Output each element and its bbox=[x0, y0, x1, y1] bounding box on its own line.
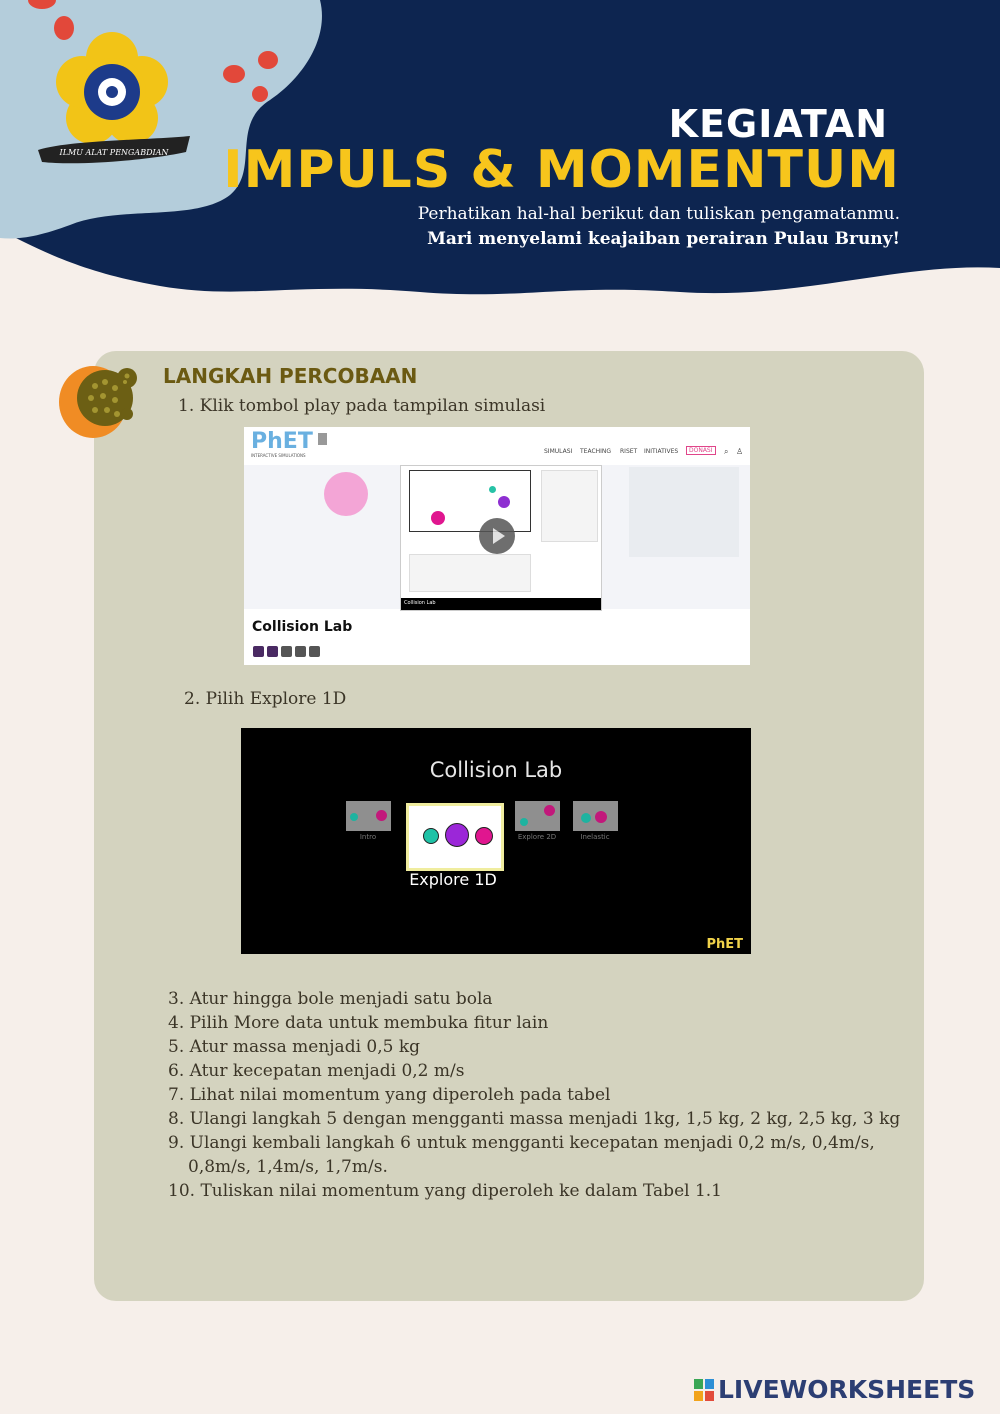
kicker-title: KEGIATAN bbox=[668, 102, 888, 146]
faded-ball bbox=[324, 472, 368, 516]
section-title: LANGKAH PERCOBAAN bbox=[163, 364, 418, 388]
embed-icon[interactable] bbox=[267, 646, 278, 657]
search-icon[interactable]: ⌕ bbox=[724, 447, 729, 456]
sim-area bbox=[409, 470, 531, 532]
ball-purple bbox=[498, 496, 510, 508]
play-button[interactable] bbox=[479, 518, 515, 554]
collision-lab-home-screenshot bbox=[241, 728, 751, 954]
data-table bbox=[409, 554, 531, 592]
university-logo bbox=[30, 30, 200, 170]
step-9: 9. Ulangi kembali langkah 6 untuk mengganti kecepatan menjadi 0,2 m/s, 0,4m/s, bbox=[168, 1133, 875, 1153]
step-6: 6. Atur kecepatan menjadi 0,2 m/s bbox=[168, 1061, 465, 1081]
step-1: 1. Klik tombol play pada tampilan simulasi bbox=[178, 396, 546, 416]
print-icon[interactable] bbox=[281, 646, 292, 657]
download-icon[interactable] bbox=[253, 646, 264, 657]
nav-simulasi[interactable]: SIMULASI bbox=[544, 448, 573, 455]
screen-explore-2d-label: Explore 2D bbox=[517, 833, 557, 841]
step-7: 7. Lihat nilai momentum yang diperoleh pada tabel bbox=[168, 1085, 611, 1105]
phet-logo-sub: INTERACTIVE SIMULATIONS bbox=[251, 453, 306, 458]
nav-initiatives[interactable]: INITIATIVES bbox=[644, 448, 679, 455]
sim-bar-label: Collision Lab bbox=[404, 600, 436, 606]
university-crest-icon bbox=[318, 433, 327, 445]
footer-brand: LIVEWORKSHEETS bbox=[718, 1375, 976, 1404]
screen-intro-label: Intro bbox=[359, 833, 377, 841]
screen-intro-thumb[interactable] bbox=[346, 801, 391, 831]
step-10: 10. Tuliskan nilai momentum yang diperoleh ke dalam Tabel 1.1 bbox=[168, 1181, 723, 1201]
step-2: 2. Pilih Explore 1D bbox=[184, 689, 347, 709]
screen-explore-1d-label: Explore 1D bbox=[409, 870, 497, 889]
screen-explore-1d-button[interactable] bbox=[406, 803, 504, 871]
controls-panel bbox=[541, 470, 598, 542]
sim-preview[interactable] bbox=[400, 465, 602, 611]
ball-magenta bbox=[431, 511, 445, 525]
phet-logo: PhET bbox=[251, 429, 313, 454]
nav-riset[interactable]: RISET bbox=[620, 448, 638, 455]
screen-inelastic-label: Inelastic bbox=[580, 833, 610, 841]
faded-panel bbox=[629, 467, 739, 557]
sim-title: Collision Lab bbox=[252, 619, 353, 635]
phet-website-screenshot[interactable] bbox=[244, 427, 750, 665]
svg-text:ILMU ALAT PENGABDIAN: ILMU ALAT PENGABDIAN bbox=[59, 148, 169, 157]
step-4: 4. Pilih More data untuk membuka fitur lain bbox=[168, 1013, 549, 1033]
nav-donasi[interactable]: DONASI bbox=[686, 446, 716, 455]
nav-teaching[interactable]: TEACHING bbox=[580, 448, 612, 455]
step-3: 3. Atur hingga bole menjadi satu bola bbox=[168, 989, 493, 1009]
facebook-icon[interactable] bbox=[295, 646, 306, 657]
liveworksheets-logo-icon bbox=[694, 1379, 714, 1401]
twitter-icon[interactable] bbox=[309, 646, 320, 657]
screen-inelastic-thumb[interactable] bbox=[573, 801, 618, 831]
subtitle: Perhatikan hal-hal berikut dan tuliskan pengamatanmu. bbox=[417, 204, 900, 224]
step-5: 5. Atur massa menjadi 0,5 kg bbox=[168, 1037, 421, 1057]
home-title: Collision Lab bbox=[429, 758, 563, 782]
screen-explore-2d-thumb[interactable] bbox=[515, 801, 560, 831]
subtitle-bold: Mari menyelami keajaiban perairan Pulau Bruny! bbox=[427, 229, 900, 249]
phet-brand: PhET bbox=[706, 937, 743, 952]
sim-nav-bar bbox=[401, 598, 601, 610]
ball-teal bbox=[489, 486, 496, 493]
step-8: 8. Ulangi langkah 5 dengan mengganti massa menjadi 1kg, 1,5 kg, 2 kg, 2,5 kg, 3 kg bbox=[168, 1109, 901, 1129]
page-title: IMPULS & MOMENTUM bbox=[223, 140, 900, 200]
user-icon[interactable]: ♙ bbox=[736, 447, 744, 456]
decorative-blob-icon bbox=[55, 358, 145, 448]
step-9-continued: 0,8m/s, 1,4m/s, 1,7m/s. bbox=[188, 1157, 388, 1177]
